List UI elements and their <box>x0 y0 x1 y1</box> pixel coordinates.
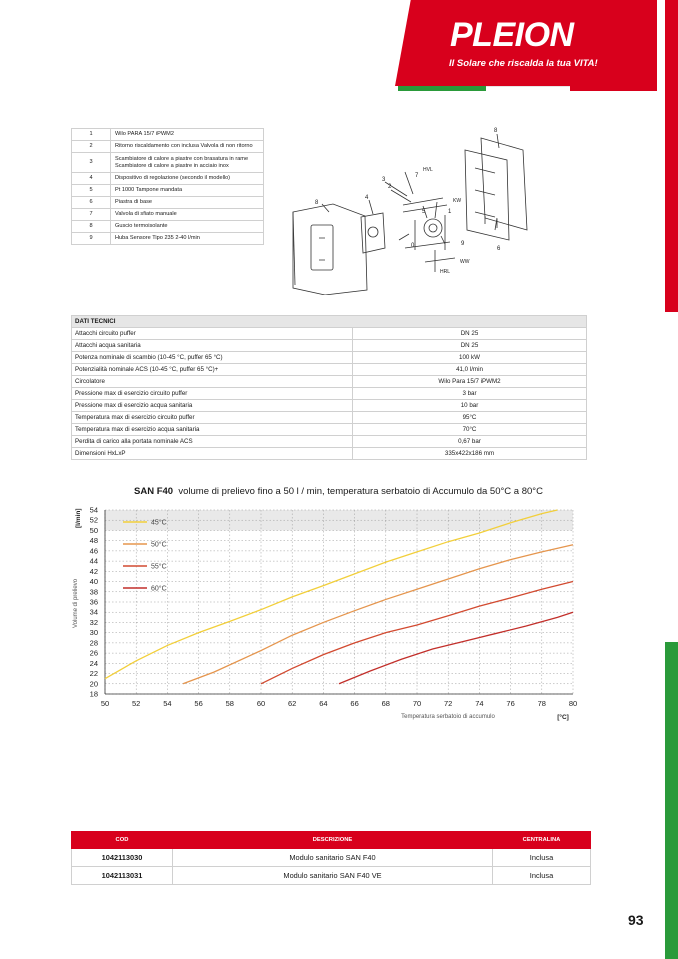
controller-window <box>311 225 333 270</box>
base-plate <box>481 138 527 230</box>
tech-data-table <box>71 315 587 460</box>
product-central: Inclusa <box>493 867 591 885</box>
port-label-hvl: HVL <box>423 167 433 173</box>
component-description-line2: Scambiatore di calore a piastre in acciaio inox <box>115 162 229 169</box>
product-description: Modulo sanitario SAN F40 VE <box>173 867 493 885</box>
product-code: 1042113031 <box>72 867 173 885</box>
table-row <box>72 141 264 153</box>
component-number: 2 <box>72 141 111 153</box>
chart-subtitle: volume di prelievo fino a 50 l / min, temperatura serbatoio di Accumulo da 50°C a 80°C <box>178 486 543 497</box>
col-description: DESCRIZIONE <box>173 832 493 849</box>
x-tick-label: 76 <box>506 699 515 708</box>
product-code: 1042113030 <box>72 849 173 867</box>
insulation-shell-front <box>293 204 367 295</box>
callout-4: 4 <box>365 195 369 201</box>
table-row <box>72 364 587 376</box>
component-number: 7 <box>72 209 111 221</box>
exploded-diagram <box>285 120 530 295</box>
table-row <box>72 436 587 448</box>
product-description: Modulo sanitario SAN F40 <box>173 849 493 867</box>
table-row <box>72 197 264 209</box>
callout-8-front: 8 <box>315 200 319 206</box>
y-tick-label: 38 <box>89 587 98 597</box>
component-number: 9 <box>72 233 111 245</box>
table-row <box>72 173 264 185</box>
legend-label: 45°C <box>151 519 167 527</box>
x-tick-label: 68 <box>381 699 390 708</box>
port-label-hrl: HRL <box>440 269 451 275</box>
callout-2: 2 <box>388 184 392 190</box>
component-number: 8 <box>72 221 111 233</box>
component-number: 1 <box>72 129 111 141</box>
y-tick-label: 26 <box>89 648 98 658</box>
x-tick-label: 52 <box>132 699 141 708</box>
products-table <box>71 831 591 885</box>
y-tick-label: 48 <box>89 536 98 546</box>
y-tick-label: 30 <box>89 628 98 638</box>
table-row <box>72 424 587 436</box>
component-description: Wilo PARA 15/7 iPWM2 <box>111 129 264 141</box>
tech-value: 41,0 l/min <box>353 364 587 376</box>
component-description <box>111 153 264 173</box>
callout-0: 0 <box>411 243 415 249</box>
table-row <box>72 340 587 352</box>
y-tick-label: 32 <box>89 617 98 627</box>
callout-9: 9 <box>461 241 465 247</box>
page-number: 93 <box>628 912 644 928</box>
callout-3: 3 <box>382 177 386 183</box>
tech-value: DN 25 <box>353 340 587 352</box>
x-tick-label: 80 <box>568 699 578 708</box>
table-row <box>72 412 587 424</box>
flag-stripe-white <box>486 86 570 91</box>
tech-label: Pressione max di esercizio acqua sanitaria <box>72 400 353 412</box>
products-header <box>72 832 591 849</box>
port-label-ww: WW <box>460 259 470 265</box>
table-row <box>72 328 587 340</box>
table-row <box>72 867 591 885</box>
x-tick-label: 54 <box>163 699 172 708</box>
component-number: 3 <box>72 153 111 173</box>
chart-model: SAN F40 <box>134 486 174 497</box>
col-central: CENTRALINA <box>493 832 591 849</box>
tech-value: 335x422x186 mm <box>353 448 587 460</box>
tech-value: Wilo Para 15/7 iPWM2 <box>353 376 587 388</box>
table-row <box>72 448 587 460</box>
x-tick-label: 78 <box>537 699 546 708</box>
component-description: Piastra di base <box>111 197 264 209</box>
legend-label: 55°C <box>151 563 167 571</box>
y-tick-label: 24 <box>89 658 98 668</box>
product-central: Inclusa <box>493 849 591 867</box>
series-line-45c <box>105 510 557 679</box>
tech-label: Pressione max di esercizio circuito puffer <box>72 388 353 400</box>
side-tab-red <box>665 0 678 312</box>
heat-exchanger <box>361 213 385 253</box>
x-tick-label: 58 <box>225 699 234 708</box>
x-tick-label: 74 <box>475 699 484 708</box>
brand-logo: PLEION <box>450 16 574 54</box>
table-row <box>72 153 264 173</box>
tech-value: 0,67 bar <box>353 436 587 448</box>
tech-table-header <box>72 316 587 328</box>
x-axis-label: Temperatura serbatoio di accumulo <box>401 714 495 720</box>
table-row <box>72 388 587 400</box>
tech-label: Attacchi acqua sanitaria <box>72 340 353 352</box>
y-tick-label: 46 <box>89 546 98 556</box>
tech-value: 10 bar <box>353 400 587 412</box>
y-tick-label: 50 <box>89 525 98 535</box>
tech-value: 70°C <box>353 424 587 436</box>
table-row <box>72 129 264 141</box>
component-description: Huba Sensore Tipo 235 2-40 l/min <box>111 233 264 245</box>
tech-label: Attacchi circuito puffer <box>72 328 353 340</box>
legend-label: 50°C <box>151 541 167 549</box>
y-tick-label: 42 <box>89 566 98 576</box>
y-tick-label: 52 <box>89 515 98 525</box>
y-axis-label: Volume di prelievo <box>73 578 79 628</box>
component-description: Valvola di sfiato manuale <box>111 209 264 221</box>
tech-value: DN 25 <box>353 328 587 340</box>
tech-label: Temperatura max di esercizio acqua sanitaria <box>72 424 353 436</box>
table-row <box>72 400 587 412</box>
table-row <box>72 352 587 364</box>
x-tick-label: 56 <box>194 699 203 708</box>
tech-value: 100 kW <box>353 352 587 364</box>
y-tick-label: 22 <box>89 669 98 679</box>
component-number: 6 <box>72 197 111 209</box>
y-tick-label: 44 <box>89 556 98 566</box>
x-tick-label: 62 <box>288 699 297 708</box>
tech-table-title: DATI TECNICI <box>72 316 587 328</box>
y-tick-label: 36 <box>89 597 98 607</box>
tech-label: Circolatore <box>72 376 353 388</box>
callout-7: 7 <box>415 173 419 179</box>
callout-5: 5 <box>422 209 426 215</box>
component-description: Dispositivo di regolazione (secondo il modello) <box>111 173 264 185</box>
table-row <box>72 233 264 245</box>
side-tab-green <box>665 642 678 959</box>
table-row <box>72 209 264 221</box>
brand-tagline: Il Solare che riscalda la tua VITA! <box>449 58 598 69</box>
tech-label: Dimensioni HxLxP <box>72 448 353 460</box>
component-description: Ritorno riscaldamento con inclusa Valvola di non ritorno <box>111 141 264 153</box>
col-code: COD <box>72 832 173 849</box>
component-description-line1: Scambiatore di calore a piastre con brasatura in rame <box>115 155 249 162</box>
table-row <box>72 185 264 197</box>
x-tick-label: 50 <box>100 699 110 708</box>
table-row <box>72 849 591 867</box>
y-tick-label: 20 <box>89 679 98 689</box>
flag-stripe-green <box>398 86 486 91</box>
chart-heading <box>134 486 543 497</box>
component-number: 5 <box>72 185 111 197</box>
table-row <box>72 376 587 388</box>
component-description: Pt 1000 Tampone mandata <box>111 185 264 197</box>
discharge-chart <box>60 500 590 728</box>
x-tick-label: 66 <box>350 699 359 708</box>
callout-6: 6 <box>497 246 501 252</box>
tech-label: Temperatura max di esercizio circuito puffer <box>72 412 353 424</box>
y-tick-label: 40 <box>89 577 98 587</box>
port-label-kw: KW <box>453 198 462 204</box>
y-tick-label: 28 <box>89 638 98 648</box>
table-row <box>72 221 264 233</box>
x-axis-unit: [°C] <box>557 714 569 721</box>
x-tick-label: 64 <box>319 699 328 708</box>
tech-label: Potenza nominale di scambio (10-45 °C, puffer 65 °C) <box>72 352 353 364</box>
tech-value: 95°C <box>353 412 587 424</box>
y-axis-unit: [l/min] <box>75 508 82 528</box>
y-tick-label: 54 <box>89 505 98 515</box>
tech-label: Potenzialità nominale ACS (10-45 °C, puffer 65 °C)+ <box>72 364 353 376</box>
tech-value: 3 bar <box>353 388 587 400</box>
legend-label: 60°C <box>151 585 167 593</box>
pump <box>424 219 442 237</box>
y-tick-label: 18 <box>89 689 98 699</box>
x-tick-label: 60 <box>256 699 266 708</box>
y-tick-label: 34 <box>89 607 98 617</box>
component-number: 4 <box>72 173 111 185</box>
component-description: Guscio termoisolante <box>111 221 264 233</box>
x-tick-label: 70 <box>412 699 422 708</box>
flag-stripe-red <box>570 86 657 91</box>
callout-8-rear: 8 <box>494 128 498 134</box>
components-table <box>71 128 264 245</box>
series-line-60c <box>339 612 573 684</box>
callout-1: 1 <box>448 209 452 215</box>
tech-label: Perdita di carico alla portata nominale ACS <box>72 436 353 448</box>
x-tick-label: 72 <box>444 699 453 708</box>
